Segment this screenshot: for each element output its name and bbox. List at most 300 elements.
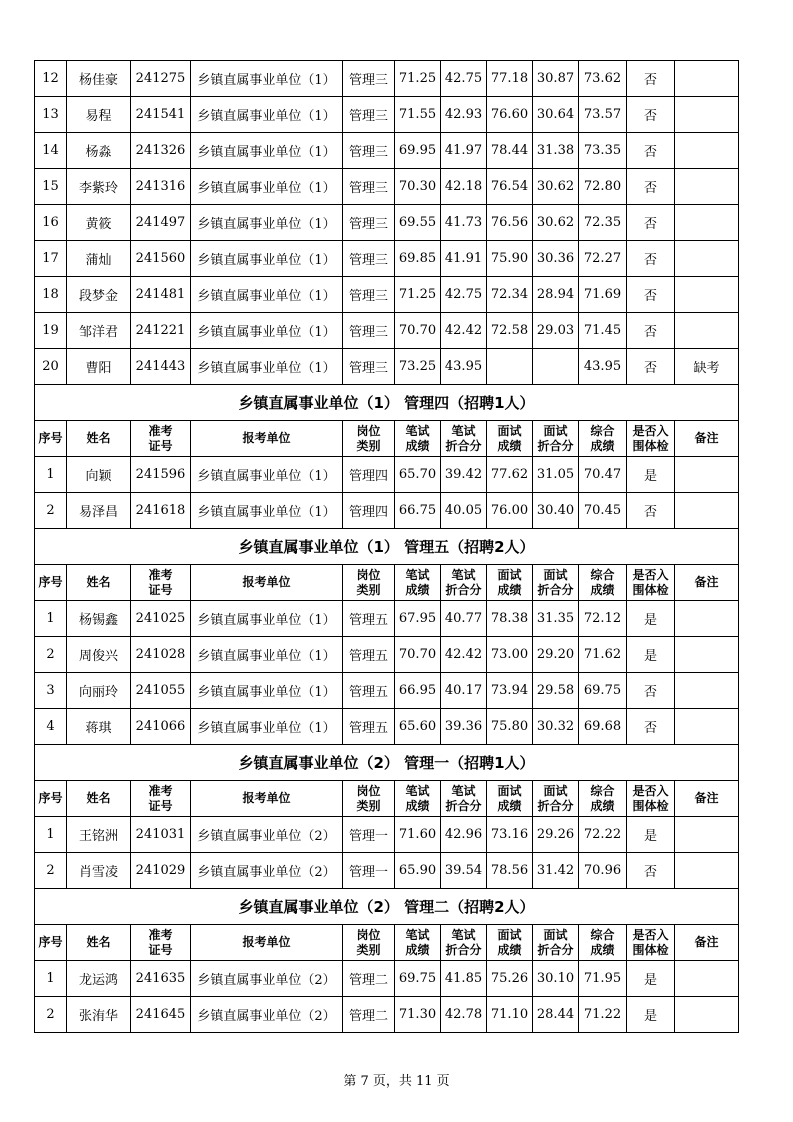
column-header: 笔试 成绩 <box>395 925 441 961</box>
cell-written-score: 70.70 <box>395 313 441 349</box>
header-row <box>35 421 739 457</box>
cell-total-score: 72.22 <box>579 817 627 853</box>
cell-unit: 乡镇直属事业单位（1） <box>191 313 343 349</box>
cell-remark <box>675 817 739 853</box>
cell-physical-exam: 否 <box>627 205 675 241</box>
cell-name: 向丽玲 <box>67 673 131 709</box>
cell-interview-weighted <box>533 349 579 385</box>
cell-written-score: 71.30 <box>395 997 441 1033</box>
cell-interview-score: 73.16 <box>487 817 533 853</box>
cell-name: 杨佳豪 <box>67 61 131 97</box>
cell-interview-score: 72.34 <box>487 277 533 313</box>
cell-written-score: 66.95 <box>395 673 441 709</box>
cell-interview-weighted: 29.20 <box>533 637 579 673</box>
cell-name: 周俊兴 <box>67 637 131 673</box>
cell-seq: 1 <box>35 457 67 493</box>
results-table <box>34 60 739 1033</box>
cell-seq: 16 <box>35 205 67 241</box>
cell-written-score: 70.30 <box>395 169 441 205</box>
cell-interview-weighted: 30.62 <box>533 205 579 241</box>
cell-total-score: 73.35 <box>579 133 627 169</box>
cell-exam-id: 241316 <box>131 169 191 205</box>
cell-physical-exam: 是 <box>627 997 675 1033</box>
column-header: 备注 <box>675 421 739 457</box>
cell-physical-exam: 是 <box>627 637 675 673</box>
cell-written-weighted: 39.36 <box>441 709 487 745</box>
table-row <box>35 637 739 673</box>
cell-physical-exam: 是 <box>627 817 675 853</box>
cell-remark <box>675 961 739 997</box>
cell-interview-score <box>487 349 533 385</box>
cell-remark: 缺考 <box>675 349 739 385</box>
table-row <box>35 493 739 529</box>
cell-total-score: 70.96 <box>579 853 627 889</box>
column-header: 姓名 <box>67 781 131 817</box>
cell-remark <box>675 601 739 637</box>
column-header: 序号 <box>35 421 67 457</box>
column-header: 综合 成绩 <box>579 781 627 817</box>
column-header: 准考 证号 <box>131 565 191 601</box>
cell-physical-exam: 否 <box>627 169 675 205</box>
cell-interview-weighted: 30.62 <box>533 169 579 205</box>
column-header: 准考 证号 <box>131 781 191 817</box>
cell-remark <box>675 241 739 277</box>
cell-interview-score: 75.80 <box>487 709 533 745</box>
cell-unit: 乡镇直属事业单位（2） <box>191 817 343 853</box>
column-header: 备注 <box>675 781 739 817</box>
column-header: 面试 成绩 <box>487 781 533 817</box>
column-header: 岗位 类别 <box>343 925 395 961</box>
cell-remark <box>675 853 739 889</box>
cell-exam-id: 241645 <box>131 997 191 1033</box>
cell-name: 蒲灿 <box>67 241 131 277</box>
cell-remark <box>675 673 739 709</box>
cell-interview-score: 77.18 <box>487 61 533 97</box>
cell-remark <box>675 709 739 745</box>
cell-written-weighted: 40.17 <box>441 673 487 709</box>
cell-post: 管理三 <box>343 169 395 205</box>
cell-name: 张洧华 <box>67 997 131 1033</box>
cell-remark <box>675 205 739 241</box>
cell-physical-exam: 否 <box>627 853 675 889</box>
cell-seq: 2 <box>35 853 67 889</box>
cell-post: 管理五 <box>343 673 395 709</box>
cell-total-score: 43.95 <box>579 349 627 385</box>
cell-seq: 13 <box>35 97 67 133</box>
column-header: 报考单位 <box>191 421 343 457</box>
cell-physical-exam: 否 <box>627 61 675 97</box>
cell-unit: 乡镇直属事业单位（2） <box>191 961 343 997</box>
cell-written-weighted: 39.54 <box>441 853 487 889</box>
column-header: 面试 折合分 <box>533 421 579 457</box>
cell-written-score: 69.95 <box>395 133 441 169</box>
section-title-row <box>35 385 739 421</box>
cell-total-score: 71.62 <box>579 637 627 673</box>
cell-unit: 乡镇直属事业单位（1） <box>191 205 343 241</box>
cell-post: 管理五 <box>343 637 395 673</box>
column-header: 综合 成绩 <box>579 925 627 961</box>
cell-seq: 2 <box>35 637 67 673</box>
section-title-row <box>35 889 739 925</box>
cell-written-score: 69.75 <box>395 961 441 997</box>
cell-seq: 4 <box>35 709 67 745</box>
cell-interview-score: 75.90 <box>487 241 533 277</box>
cell-exam-id: 241596 <box>131 457 191 493</box>
cell-name: 邹洋君 <box>67 313 131 349</box>
cell-exam-id: 241055 <box>131 673 191 709</box>
column-header: 是否入 围体检 <box>627 781 675 817</box>
cell-remark <box>675 169 739 205</box>
cell-seq: 3 <box>35 673 67 709</box>
cell-name: 龙运鸿 <box>67 961 131 997</box>
cell-name: 易程 <box>67 97 131 133</box>
cell-written-score: 65.70 <box>395 457 441 493</box>
cell-post: 管理三 <box>343 97 395 133</box>
table-row <box>35 349 739 385</box>
cell-total-score: 69.68 <box>579 709 627 745</box>
header-row <box>35 565 739 601</box>
cell-physical-exam: 否 <box>627 277 675 313</box>
cell-unit: 乡镇直属事业单位（1） <box>191 241 343 277</box>
column-header: 是否入 围体检 <box>627 421 675 457</box>
cell-written-weighted: 41.85 <box>441 961 487 997</box>
cell-interview-score: 78.44 <box>487 133 533 169</box>
cell-name: 易泽昌 <box>67 493 131 529</box>
cell-exam-id: 241275 <box>131 61 191 97</box>
cell-interview-weighted: 29.03 <box>533 313 579 349</box>
cell-interview-score: 75.26 <box>487 961 533 997</box>
cell-post: 管理五 <box>343 709 395 745</box>
cell-total-score: 70.47 <box>579 457 627 493</box>
cell-remark <box>675 313 739 349</box>
cell-written-score: 65.90 <box>395 853 441 889</box>
cell-total-score: 70.45 <box>579 493 627 529</box>
cell-remark <box>675 457 739 493</box>
cell-interview-weighted: 30.36 <box>533 241 579 277</box>
column-header: 笔试 成绩 <box>395 565 441 601</box>
column-header: 报考单位 <box>191 565 343 601</box>
cell-remark <box>675 97 739 133</box>
column-header: 笔试 折合分 <box>441 781 487 817</box>
cell-post: 管理三 <box>343 349 395 385</box>
table-row <box>35 853 739 889</box>
table-row <box>35 241 739 277</box>
column-header: 面试 成绩 <box>487 421 533 457</box>
cell-interview-weighted: 31.05 <box>533 457 579 493</box>
cell-written-weighted: 41.97 <box>441 133 487 169</box>
column-header: 是否入 围体检 <box>627 925 675 961</box>
cell-interview-score: 78.56 <box>487 853 533 889</box>
cell-seq: 15 <box>35 169 67 205</box>
cell-unit: 乡镇直属事业单位（1） <box>191 277 343 313</box>
cell-written-weighted: 41.91 <box>441 241 487 277</box>
cell-exam-id: 241497 <box>131 205 191 241</box>
cell-interview-weighted: 30.64 <box>533 97 579 133</box>
cell-total-score: 73.62 <box>579 61 627 97</box>
column-header: 姓名 <box>67 565 131 601</box>
column-header: 准考 证号 <box>131 925 191 961</box>
cell-exam-id: 241028 <box>131 637 191 673</box>
table-row <box>35 133 739 169</box>
column-header: 备注 <box>675 565 739 601</box>
cell-exam-id: 241025 <box>131 601 191 637</box>
cell-post: 管理一 <box>343 817 395 853</box>
column-header: 岗位 类别 <box>343 565 395 601</box>
cell-written-score: 71.25 <box>395 277 441 313</box>
cell-name: 杨淼 <box>67 133 131 169</box>
cell-seq: 1 <box>35 601 67 637</box>
cell-interview-score: 72.58 <box>487 313 533 349</box>
cell-total-score: 72.80 <box>579 169 627 205</box>
section-title: 乡镇直属事业单位（2） 管理二（招聘2人） <box>35 889 739 925</box>
cell-remark <box>675 277 739 313</box>
cell-exam-id: 241326 <box>131 133 191 169</box>
cell-seq: 14 <box>35 133 67 169</box>
column-header: 笔试 成绩 <box>395 781 441 817</box>
column-header: 面试 折合分 <box>533 565 579 601</box>
cell-interview-weighted: 30.87 <box>533 61 579 97</box>
table-row <box>35 961 739 997</box>
column-header: 备注 <box>675 925 739 961</box>
cell-total-score: 71.69 <box>579 277 627 313</box>
cell-seq: 1 <box>35 961 67 997</box>
cell-written-weighted: 43.95 <box>441 349 487 385</box>
column-header: 姓名 <box>67 421 131 457</box>
column-header: 综合 成绩 <box>579 565 627 601</box>
cell-interview-score: 76.00 <box>487 493 533 529</box>
cell-post: 管理三 <box>343 205 395 241</box>
cell-exam-id: 241443 <box>131 349 191 385</box>
column-header: 姓名 <box>67 925 131 961</box>
column-header: 笔试 折合分 <box>441 925 487 961</box>
cell-interview-score: 76.54 <box>487 169 533 205</box>
cell-physical-exam: 是 <box>627 961 675 997</box>
cell-written-weighted: 39.42 <box>441 457 487 493</box>
cell-interview-weighted: 30.10 <box>533 961 579 997</box>
cell-interview-score: 77.62 <box>487 457 533 493</box>
cell-interview-score: 76.60 <box>487 97 533 133</box>
cell-interview-weighted: 30.32 <box>533 709 579 745</box>
section-title-row <box>35 745 739 781</box>
cell-exam-id: 241066 <box>131 709 191 745</box>
cell-physical-exam: 是 <box>627 457 675 493</box>
cell-seq: 20 <box>35 349 67 385</box>
cell-total-score: 72.12 <box>579 601 627 637</box>
cell-post: 管理三 <box>343 313 395 349</box>
cell-physical-exam: 是 <box>627 601 675 637</box>
cell-name: 向颖 <box>67 457 131 493</box>
cell-interview-score: 76.56 <box>487 205 533 241</box>
cell-unit: 乡镇直属事业单位（1） <box>191 637 343 673</box>
cell-unit: 乡镇直属事业单位（1） <box>191 349 343 385</box>
cell-name: 黄筱 <box>67 205 131 241</box>
header-row <box>35 925 739 961</box>
cell-written-weighted: 42.75 <box>441 277 487 313</box>
column-header: 岗位 类别 <box>343 421 395 457</box>
cell-seq: 2 <box>35 997 67 1033</box>
cell-total-score: 69.75 <box>579 673 627 709</box>
cell-total-score: 72.27 <box>579 241 627 277</box>
cell-exam-id: 241618 <box>131 493 191 529</box>
cell-name: 李紫玲 <box>67 169 131 205</box>
table-row <box>35 601 739 637</box>
table-row <box>35 709 739 745</box>
cell-name: 曹阳 <box>67 349 131 385</box>
cell-written-score: 65.60 <box>395 709 441 745</box>
column-header: 岗位 类别 <box>343 781 395 817</box>
cell-seq: 12 <box>35 61 67 97</box>
column-header: 面试 折合分 <box>533 781 579 817</box>
cell-seq: 1 <box>35 817 67 853</box>
table-row <box>35 673 739 709</box>
column-header: 综合 成绩 <box>579 421 627 457</box>
cell-written-score: 71.60 <box>395 817 441 853</box>
cell-physical-exam: 否 <box>627 349 675 385</box>
cell-written-weighted: 40.77 <box>441 601 487 637</box>
column-header: 报考单位 <box>191 925 343 961</box>
column-header: 面试 成绩 <box>487 565 533 601</box>
cell-interview-score: 73.94 <box>487 673 533 709</box>
cell-interview-weighted: 30.40 <box>533 493 579 529</box>
header-row <box>35 781 739 817</box>
cell-interview-weighted: 29.58 <box>533 673 579 709</box>
column-header: 序号 <box>35 565 67 601</box>
cell-unit: 乡镇直属事业单位（2） <box>191 997 343 1033</box>
cell-unit: 乡镇直属事业单位（1） <box>191 61 343 97</box>
cell-exam-id: 241031 <box>131 817 191 853</box>
column-header: 是否入 围体检 <box>627 565 675 601</box>
cell-name: 肖雪凌 <box>67 853 131 889</box>
column-header: 面试 折合分 <box>533 925 579 961</box>
cell-remark <box>675 997 739 1033</box>
cell-written-weighted: 42.18 <box>441 169 487 205</box>
cell-written-weighted: 42.42 <box>441 313 487 349</box>
cell-seq: 18 <box>35 277 67 313</box>
cell-physical-exam: 否 <box>627 133 675 169</box>
table-row <box>35 457 739 493</box>
cell-unit: 乡镇直属事业单位（1） <box>191 601 343 637</box>
cell-post: 管理四 <box>343 493 395 529</box>
cell-remark <box>675 493 739 529</box>
cell-unit: 乡镇直属事业单位（1） <box>191 133 343 169</box>
cell-name: 段梦金 <box>67 277 131 313</box>
cell-post: 管理三 <box>343 133 395 169</box>
cell-exam-id: 241541 <box>131 97 191 133</box>
table-row <box>35 313 739 349</box>
cell-name: 王铭洲 <box>67 817 131 853</box>
table-row <box>35 205 739 241</box>
cell-seq: 2 <box>35 493 67 529</box>
cell-unit: 乡镇直属事业单位（1） <box>191 709 343 745</box>
cell-unit: 乡镇直属事业单位（1） <box>191 493 343 529</box>
cell-written-weighted: 41.73 <box>441 205 487 241</box>
cell-exam-id: 241029 <box>131 853 191 889</box>
cell-total-score: 72.35 <box>579 205 627 241</box>
cell-exam-id: 241221 <box>131 313 191 349</box>
cell-written-weighted: 42.75 <box>441 61 487 97</box>
cell-interview-weighted: 31.35 <box>533 601 579 637</box>
cell-exam-id: 241560 <box>131 241 191 277</box>
cell-written-score: 69.55 <box>395 205 441 241</box>
cell-total-score: 71.95 <box>579 961 627 997</box>
table-row <box>35 817 739 853</box>
cell-unit: 乡镇直属事业单位（1） <box>191 169 343 205</box>
cell-total-score: 71.45 <box>579 313 627 349</box>
cell-written-score: 69.85 <box>395 241 441 277</box>
table-row <box>35 61 739 97</box>
table-row <box>35 277 739 313</box>
cell-post: 管理二 <box>343 961 395 997</box>
table-row <box>35 97 739 133</box>
column-header: 报考单位 <box>191 781 343 817</box>
column-header: 面试 成绩 <box>487 925 533 961</box>
cell-total-score: 71.22 <box>579 997 627 1033</box>
cell-written-weighted: 42.96 <box>441 817 487 853</box>
section-title: 乡镇直属事业单位（1） 管理四（招聘1人） <box>35 385 739 421</box>
column-header: 笔试 折合分 <box>441 421 487 457</box>
section-title-row <box>35 529 739 565</box>
cell-post: 管理四 <box>343 457 395 493</box>
column-header: 序号 <box>35 925 67 961</box>
section-title: 乡镇直属事业单位（1） 管理五（招聘2人） <box>35 529 739 565</box>
cell-written-weighted: 40.05 <box>441 493 487 529</box>
cell-physical-exam: 否 <box>627 241 675 277</box>
cell-unit: 乡镇直属事业单位（1） <box>191 97 343 133</box>
cell-written-weighted: 42.78 <box>441 997 487 1033</box>
cell-interview-weighted: 29.26 <box>533 817 579 853</box>
cell-name: 杨锡鑫 <box>67 601 131 637</box>
cell-seq: 19 <box>35 313 67 349</box>
cell-written-score: 66.75 <box>395 493 441 529</box>
cell-interview-score: 73.00 <box>487 637 533 673</box>
cell-post: 管理一 <box>343 853 395 889</box>
cell-remark <box>675 61 739 97</box>
cell-unit: 乡镇直属事业单位（1） <box>191 673 343 709</box>
column-header: 准考 证号 <box>131 421 191 457</box>
cell-written-score: 71.25 <box>395 61 441 97</box>
cell-post: 管理三 <box>343 61 395 97</box>
cell-post: 管理二 <box>343 997 395 1033</box>
cell-total-score: 73.57 <box>579 97 627 133</box>
cell-interview-score: 78.38 <box>487 601 533 637</box>
score-sheet <box>34 60 738 1033</box>
table-row <box>35 997 739 1033</box>
cell-physical-exam: 否 <box>627 313 675 349</box>
cell-exam-id: 241635 <box>131 961 191 997</box>
cell-written-weighted: 42.93 <box>441 97 487 133</box>
cell-physical-exam: 否 <box>627 97 675 133</box>
cell-seq: 17 <box>35 241 67 277</box>
cell-remark <box>675 637 739 673</box>
cell-physical-exam: 否 <box>627 673 675 709</box>
cell-interview-score: 71.10 <box>487 997 533 1033</box>
cell-interview-weighted: 31.42 <box>533 853 579 889</box>
cell-written-score: 67.95 <box>395 601 441 637</box>
cell-unit: 乡镇直属事业单位（1） <box>191 457 343 493</box>
cell-interview-weighted: 31.38 <box>533 133 579 169</box>
table-row <box>35 169 739 205</box>
cell-post: 管理五 <box>343 601 395 637</box>
cell-post: 管理三 <box>343 241 395 277</box>
page-footer: 第 7 页，共 11 页 <box>343 1074 450 1089</box>
cell-physical-exam: 否 <box>627 493 675 529</box>
section-title: 乡镇直属事业单位（2） 管理一（招聘1人） <box>35 745 739 781</box>
cell-written-weighted: 42.42 <box>441 637 487 673</box>
cell-unit: 乡镇直属事业单位（2） <box>191 853 343 889</box>
cell-name: 蒋琪 <box>67 709 131 745</box>
cell-written-score: 70.70 <box>395 637 441 673</box>
column-header: 序号 <box>35 781 67 817</box>
